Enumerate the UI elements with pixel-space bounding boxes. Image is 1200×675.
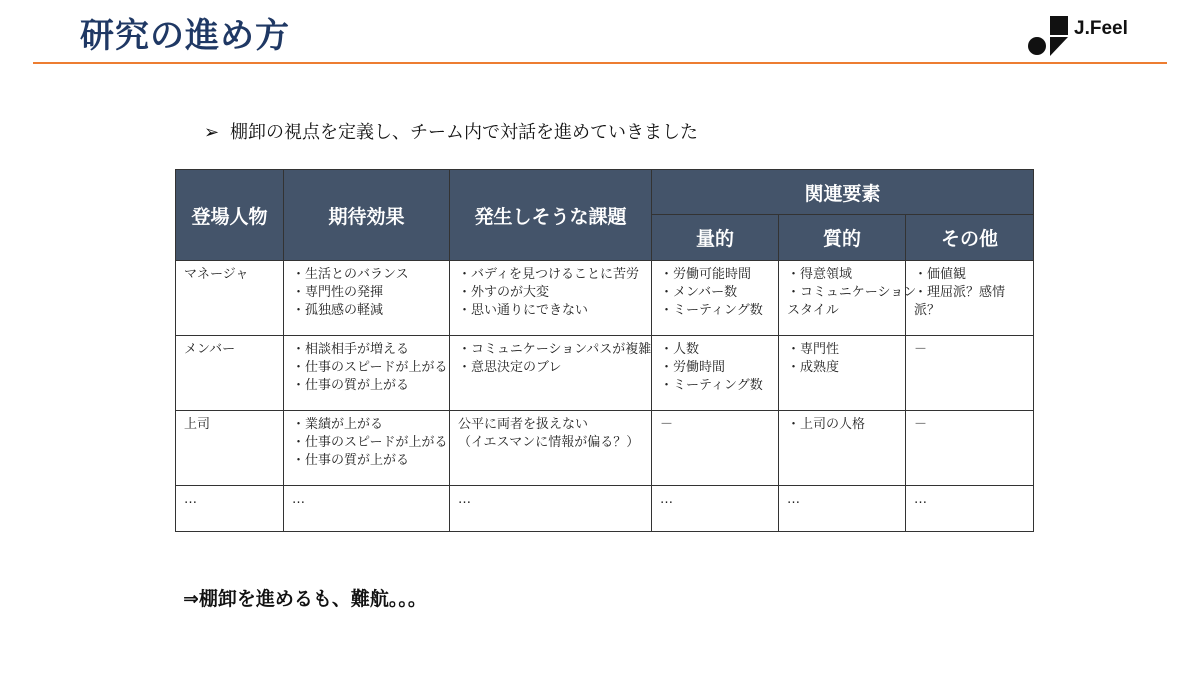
cell-line: ・人数	[660, 342, 700, 357]
cell-other	[906, 336, 1034, 411]
header-actor: 登場人物	[176, 170, 284, 261]
cell-qualitative	[779, 411, 906, 486]
cell-effect	[284, 411, 450, 486]
cell-line: ・外すのが大変	[458, 285, 550, 300]
cell-line: ・思い通りにできない	[458, 303, 589, 318]
inventory-table	[175, 169, 1034, 532]
title-divider	[33, 62, 1167, 64]
cell-other	[906, 261, 1034, 336]
cell-line: ・コミュニケーションパスが複雑	[458, 342, 652, 357]
cell-line: ・ミーティング数	[660, 378, 763, 393]
cell-other	[906, 486, 1034, 532]
cell-quantitative	[652, 261, 779, 336]
cell-line: ・意思決定のブレ	[458, 360, 562, 375]
cell-line: －	[660, 417, 674, 432]
header-issue: 発生しそうな課題	[450, 170, 652, 261]
header-qualitative: 質的	[779, 215, 906, 261]
cell-issue	[450, 261, 652, 336]
table-row	[176, 411, 1034, 486]
cell-line: ・ミーティング数	[660, 303, 763, 318]
cell-line: 公平に両者を扱えない	[458, 417, 589, 432]
cell-quantitative	[652, 411, 779, 486]
table-row	[176, 336, 1034, 411]
cell-quantitative	[652, 486, 779, 532]
cell-line: ・仕事のスピードが上がる	[292, 435, 448, 450]
cell-qualitative	[779, 336, 906, 411]
cell-line: マネージャ	[184, 267, 249, 282]
cell-issue	[450, 411, 652, 486]
cell-line: 派？	[914, 303, 941, 318]
cell-actor	[176, 261, 284, 336]
header-related: 関連要素	[652, 170, 1034, 215]
cell-line: …	[914, 492, 927, 507]
conclusion-text: ⇒棚卸を進めるも、難航。。。	[183, 588, 427, 610]
slide-title: 研究の進め方	[80, 16, 290, 56]
cell-line: ・生活とのバランス	[292, 267, 409, 282]
logo-mark-icon	[1026, 16, 1072, 58]
cell-line: ・コミュニケーション	[787, 285, 917, 300]
cell-line: ・相談相手が増える	[292, 342, 410, 357]
cell-issue	[450, 486, 652, 532]
cell-actor	[176, 486, 284, 532]
cell-line: ・専門性の発揮	[292, 285, 384, 300]
cell-line: スタイル	[787, 303, 839, 318]
header-quantitative: 量的	[652, 215, 779, 261]
cell-line: ・上司の人格	[787, 417, 866, 432]
cell-effect	[284, 261, 450, 336]
cell-line: ・バディを見つけることに苦労	[458, 267, 639, 282]
cell-line: ・成熟度	[787, 360, 840, 375]
cell-line: ・仕事の質が上がる	[292, 378, 410, 393]
cell-line: －	[914, 417, 928, 432]
cell-quantitative	[652, 336, 779, 411]
intro-bullet	[204, 118, 698, 144]
cell-effect	[284, 336, 450, 411]
cell-line: ・理屈派？感情	[914, 285, 1006, 300]
cell-other	[906, 411, 1034, 486]
header-other: その他	[906, 215, 1034, 261]
cell-line: ・専門性	[787, 342, 840, 357]
intro-text: 棚卸の視点を定義し、チーム内で対話を進めていきました	[230, 122, 698, 143]
cell-line: －	[914, 342, 928, 357]
cell-line: ・メンバー数	[660, 285, 738, 300]
brand-logo	[1026, 16, 1156, 58]
table-row	[176, 261, 1034, 336]
cell-issue	[450, 336, 652, 411]
table-row	[176, 486, 1034, 532]
cell-line: …	[184, 492, 197, 507]
cell-line: …	[660, 492, 673, 507]
cell-line: ・仕事の質が上がる	[292, 453, 410, 468]
cell-line: …	[292, 492, 305, 507]
cell-effect	[284, 486, 450, 532]
header-effect: 期待効果	[284, 170, 450, 261]
cell-line: ・労働時間	[660, 360, 726, 375]
arrow-bullet-icon: ➢	[204, 122, 220, 143]
cell-line: （イエスマンに情報が偏る？）	[458, 435, 640, 450]
cell-line: ・価値観	[914, 267, 967, 282]
cell-line: ・仕事のスピードが上がる	[292, 360, 448, 375]
cell-qualitative	[779, 486, 906, 532]
cell-line: …	[458, 492, 471, 507]
cell-line: ・労働可能時間	[660, 267, 752, 282]
cell-line: メンバー	[184, 342, 236, 357]
cell-qualitative	[779, 261, 917, 336]
logo-text: J.Feel	[1074, 18, 1128, 39]
cell-line: …	[787, 492, 800, 507]
cell-line: ・得意領域	[787, 267, 853, 282]
cell-actor	[176, 336, 284, 411]
cell-actor	[176, 411, 284, 486]
cell-line: ・孤独感の軽減	[292, 303, 384, 318]
cell-line: 上司	[184, 417, 211, 432]
cell-line: ・業績が上がる	[292, 417, 384, 432]
